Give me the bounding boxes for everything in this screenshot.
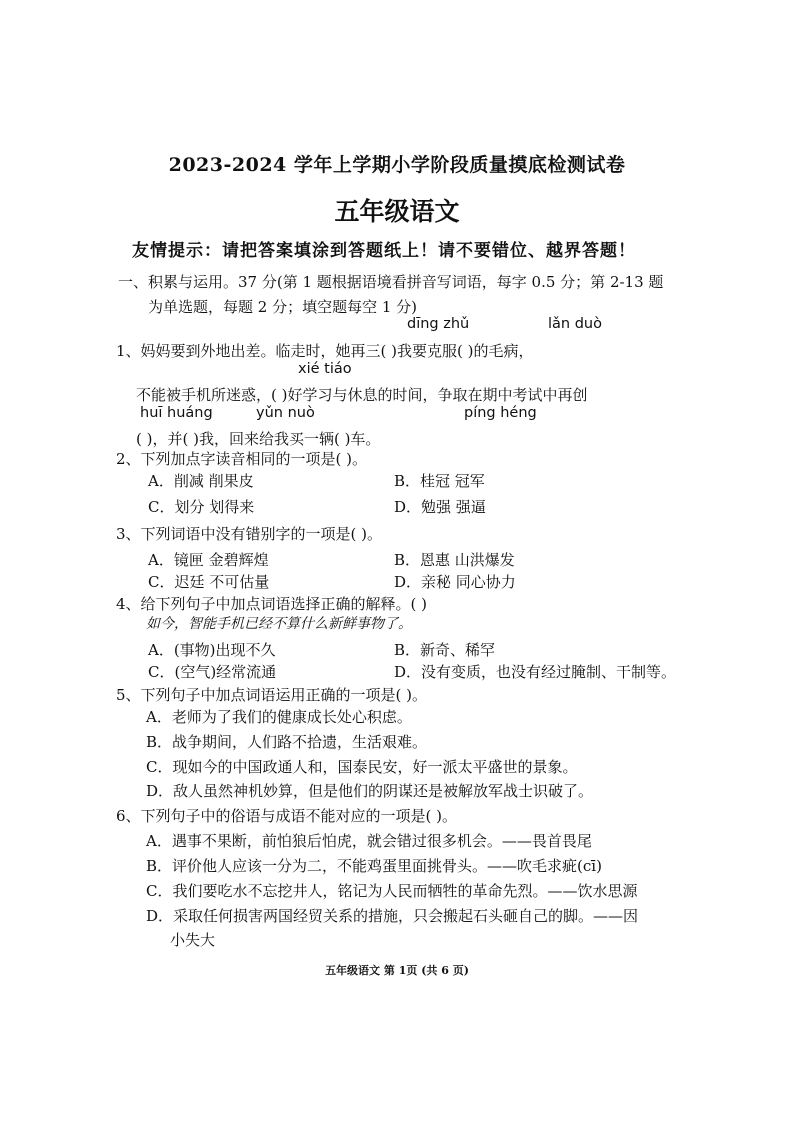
- q3-option-b: B．恩惠 山洪爆发: [394, 551, 515, 569]
- q6-stem: 6、下列句子中的俗语与成语不能对应的一项是( )。: [116, 807, 458, 825]
- q5-option-c: C．现如今的中国政通人和，国泰民安，好一派太平盛世的景象。: [146, 758, 578, 776]
- q3-stem: 3、下列词语中没有错别字的一项是( )。: [116, 525, 383, 543]
- q6-option-b: B．评价他人应该一分为二，不能鸡蛋里面挑骨头。——吹毛求疵(cī): [146, 857, 602, 875]
- q4-option-a: A．(事物)出现不久: [148, 641, 276, 659]
- pinyin-dingzhu: dīng zhǔ: [407, 316, 470, 332]
- q1-line3: ( )，并( )我，回来给我买一辆( )车。: [136, 430, 381, 448]
- q2-option-a: A．削减 削果皮: [148, 472, 254, 490]
- q1-line1: 1、妈妈要到外地出差。临走时，她再三( )我要克服( )的毛病，: [116, 342, 534, 360]
- page-footer: 五年级语文 第 1页 (共 6 页): [325, 964, 469, 977]
- q2-option-c: C．划分 划得来: [148, 498, 255, 516]
- q4-stem: 4、给下列句子中加点词语选择正确的解释。( ): [116, 595, 428, 613]
- q4-option-b: B．新奇、稀罕: [394, 641, 496, 659]
- pinyin-yunnuo: yǔn nuò: [256, 405, 315, 421]
- q4-sentence: 如今，智能手机已经不算什么新鲜事物了。: [146, 616, 412, 632]
- q5-option-d: D．敌人虽然神机妙算，但是他们的阴谋还是被解放军战士识破了。: [146, 782, 594, 800]
- pinyin-huihuang: huī huáng: [140, 405, 213, 421]
- q6-option-c: C．我们要吃水不忘挖井人，铭记为人民而牺牲的革命先烈。——饮水思源: [146, 882, 638, 900]
- pinyin-landuo: lǎn duò: [548, 316, 602, 332]
- q6-option-d-line2: 小失大: [170, 931, 216, 949]
- section1-heading-line1: 一、积累与运用。37 分(第 1 题根据语境看拼音写词语，每字 0.5 分；第 2-13 题: [118, 273, 664, 291]
- q6-option-a: A．遇事不果断，前怕狼后怕虎，就会错过很多机会。——畏首畏尾: [146, 832, 592, 850]
- exam-subtitle: 五年级语文: [334, 197, 460, 226]
- friendly-tip: 友情提示：请把答案填涂到答题纸上！请不要错位、越界答题！: [132, 241, 636, 261]
- q2-stem: 2、下列加点字读音相同的一项是( )。: [116, 450, 368, 468]
- q2-option-d: D．勉强 强逼: [394, 498, 486, 516]
- q1-line2: 不能被手机所迷惑，( )好学习与休息的时间，争取在期中考试中再创: [136, 386, 588, 404]
- q5-option-a: A．老师为了我们的健康成长处心积虑。: [146, 708, 412, 726]
- section1-heading-line2: 为单选题，每题 2 分；填空题每空 1 分): [148, 298, 418, 316]
- pinyin-pingheng: píng héng: [464, 405, 537, 421]
- pinyin-xietiao: xié tiáo: [298, 361, 352, 377]
- q4-option-c: C．(空气)经常流通: [148, 663, 277, 681]
- q2-option-b: B．桂冠 冠军: [394, 472, 485, 490]
- exam-title: 2023-2024 学年上学期小学阶段质量摸底检测试卷: [168, 154, 626, 176]
- q3-option-a: A．镜匣 金碧辉煌: [148, 551, 269, 569]
- q5-option-b: B．战争期间，人们路不拾遗，生活艰难。: [146, 733, 428, 751]
- q4-option-d: D．没有变质，也没有经过腌制、干制等。: [394, 663, 677, 681]
- q3-option-d: D．亲秘 同心协力: [394, 573, 516, 591]
- q6-option-d-line1: D．采取任何损害两国经贸关系的措施，只会搬起石头砸自己的脚。——因: [146, 907, 639, 925]
- q3-option-c: C．迟廷 不可估量: [148, 573, 270, 591]
- q5-stem: 5、下列句子中加点词语运用正确的一项是( )。: [116, 686, 428, 704]
